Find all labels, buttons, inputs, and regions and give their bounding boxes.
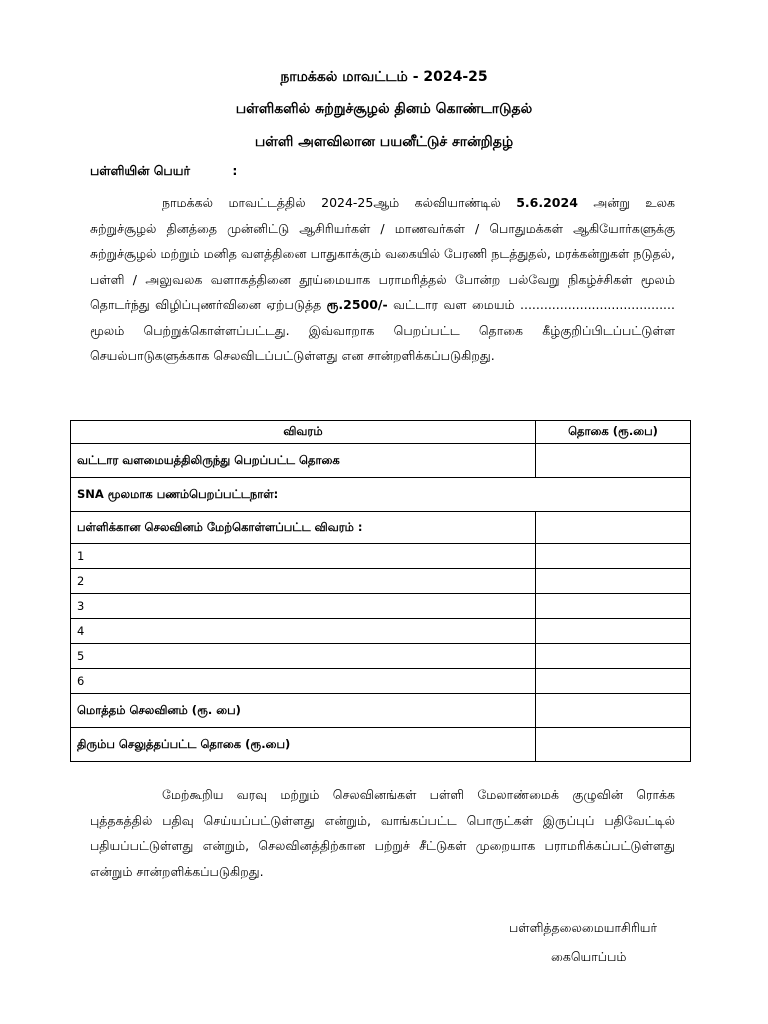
table-row	[71, 728, 691, 762]
item-number: 2	[71, 569, 536, 594]
expense-details-label: பள்ளிக்கான செலவினம் மேற்கொள்ளப்பட்ட விவரம் :	[71, 512, 536, 544]
signature-label: கையொப்பம்	[551, 949, 627, 964]
event-date: 5.6.2024	[516, 195, 578, 210]
school-name-colon: :	[232, 163, 238, 178]
paragraph-text-3: வட்டார வள மையம் ....................................... மூலம் பெற்றுக்கொள்ளப்பட்டது. இவ்வாறாக பெறப்பட்ட தொகை கீழ்குறிப்பிடப்பட்டுள்ள செயல்பாடுகளுக்காக செலவிடப்பட்டுள்ளது என சான்றளிக்கப்படுகிறது.	[90, 297, 675, 363]
expense-table	[70, 420, 691, 762]
paragraph-text-1: நாமக்கல் மாவட்டத்தில் 2024-25ஆம் கல்வியாண்டில்	[162, 195, 517, 210]
total-expense-cell[interactable]	[536, 694, 691, 728]
school-name-field	[90, 163, 237, 180]
item-number: 5	[71, 644, 536, 669]
item-amount-cell[interactable]	[536, 669, 691, 694]
table-row	[71, 619, 691, 644]
district-title: நாமக்கல் மாவட்டம் - 2024-25	[280, 69, 488, 85]
headmaster-title: பள்ளித்தலைமையாசிரியர்	[509, 920, 658, 935]
sna-date-label: SNA மூலமாக பணம்பெறப்பட்டநாள்:	[71, 478, 691, 512]
item-amount-cell[interactable]	[536, 619, 691, 644]
table-row	[71, 644, 691, 669]
refund-amount-cell[interactable]	[536, 728, 691, 762]
table-header-row	[71, 421, 691, 444]
header-amount: தொகை (ரூ.பை)	[536, 421, 691, 444]
table-row	[71, 544, 691, 569]
item-number: 1	[71, 544, 536, 569]
item-number: 6	[71, 669, 536, 694]
closing-paragraph: மேற்கூறிய வரவு மற்றும் செலவினங்கள் பள்ளி மேலாண்மைக் குழுவின் ரொக்க புத்தகத்தில் பதிவு செய்யப்பட்டுள்ளது என்றும், வாங்கப்பட்ட பொருட்கள் இருப்புப் பதிவேட்டில் பதியப்பட்டுள்ளது என்றும், செலவினத்திற்கான பற்றுச் சீட்டுகள் முறையாக பராமரிக்கப்பட்டுள்ளது என்றும் சான்றளிக்கப்படுகிறது.	[90, 787, 675, 879]
table-row	[71, 694, 691, 728]
total-expense-label: மொத்தம் செலவினம் (ரூ. பை)	[71, 694, 536, 728]
table-row	[71, 512, 691, 544]
table-row	[71, 594, 691, 619]
table-row	[71, 569, 691, 594]
grant-amount: ரூ.2500/-	[326, 297, 388, 312]
item-amount-cell[interactable]	[536, 594, 691, 619]
event-title: பள்ளிகளில் சுற்றுச்சூழல் தினம் கொண்டாடுதல்	[235, 101, 533, 117]
table-row	[71, 478, 691, 512]
item-amount-cell[interactable]	[536, 544, 691, 569]
received-amount-cell[interactable]	[536, 444, 691, 478]
school-name-label: பள்ளியின் பெயர்	[90, 163, 190, 178]
header-description: விவரம்	[71, 421, 536, 444]
table-row	[71, 669, 691, 694]
item-number: 4	[71, 619, 536, 644]
item-amount-cell[interactable]	[536, 569, 691, 594]
received-amount-label: வட்டார வளமையத்திலிருந்து பெறப்பட்ட தொகை	[71, 444, 536, 478]
expense-details-cell[interactable]	[536, 512, 691, 544]
certification-paragraph	[90, 190, 675, 369]
table-row	[71, 444, 691, 478]
refund-amount-label: திரும்ப செலுத்தப்பட்ட தொகை (ரூ.பை)	[71, 728, 536, 762]
item-amount-cell[interactable]	[536, 644, 691, 669]
paragraph-text-2: அன்று உலக சுற்றுச்சூழல் தினத்தை முன்னிட்டு ஆசிரியர்கள் / மாணவர்கள் / பொதுமக்கள் ஆகியோர்களுக்கு சுற்றுச்சூழல் மற்றும் மனித வளத்தினை பாதுகாக்கும் வகையில் பேரணி நடத்துதல், மரக்கன்றுகள் நடுதல், பள்ளி / அலுவலக வளாகத்தினை தூய்மையாக பராமரித்தல் போன்ற பல்வேறு நிகழ்ச்சிகள் மூலம் தொடர்ந்து விழிப்புணர்வினை ஏற்படுத்த	[90, 195, 676, 312]
item-number: 3	[71, 594, 536, 619]
certificate-title: பள்ளி அளவிலான பயனீட்டுச் சான்றிதழ்	[254, 134, 514, 150]
